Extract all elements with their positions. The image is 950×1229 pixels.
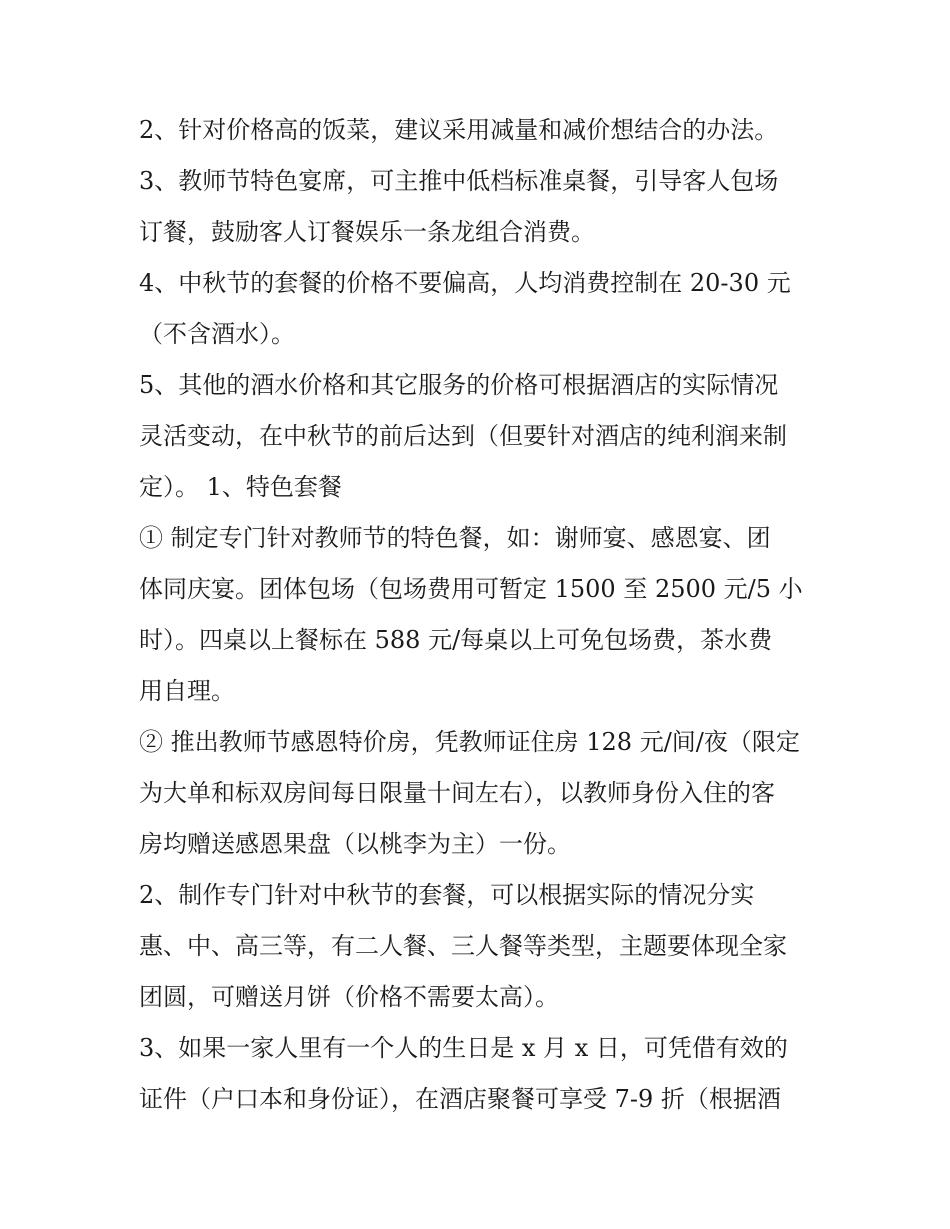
text-line: 惠、中、高三等，有二人餐、三人餐等类型，主题要体现全家 xyxy=(139,932,787,960)
text-line: 3、教师节特色宴席，可主推中低档标准桌餐，引导客人包场 xyxy=(139,167,779,195)
text-line: 4、中秋节的套餐的价格不要偏高，人均消费控制在 20-30 元 xyxy=(139,269,791,297)
text-line: 体同庆宴。团体包场（包场费用可暂定 1500 至 2500 元/5 小 xyxy=(139,575,803,603)
text-line: 证件（户口本和身份证），在酒店聚餐可享受 7-9 折（根据酒 xyxy=(139,1085,781,1113)
text-line: 5、其他的酒水价格和其它服务的价格可根据酒店的实际情况 xyxy=(139,371,779,399)
text-line: 3、如果一家人里有一个人的生日是 x 月 x 日，可凭借有效的 xyxy=(139,1034,788,1062)
text-line: 定）。 1、特色套餐 xyxy=(139,473,342,501)
text-line: 用自理。 xyxy=(139,677,235,705)
text-line: 团圆，可赠送月饼（价格不需要太高）。 xyxy=(139,983,559,1011)
text-line: 房均赠送感恩果盘（以桃李为主）一份。 xyxy=(139,830,571,858)
text-line: 订餐，鼓励客人订餐娱乐一条龙组合消费。 xyxy=(139,218,595,246)
text-line: 2、制作专门针对中秋节的套餐，可以根据实际的情况分实 xyxy=(139,881,755,909)
text-line: ② 推出教师节感恩特价房，凭教师证住房 128 元/间/夜（限定 xyxy=(139,728,800,756)
text-line: ① 制定专门针对教师节的特色餐，如：谢师宴、感恩宴、团 xyxy=(139,524,771,552)
text-line: （不含酒水）。 xyxy=(139,320,295,348)
text-line: 时）。四桌以上餐标在 588 元/每桌以上可免包场费，茶水费 xyxy=(139,626,773,654)
text-line: 灵活变动，在中秋节的前后达到（但要针对酒店的纯利润来制 xyxy=(139,422,787,450)
text-line: 2、针对价格高的饭菜，建议采用减量和减价想结合的办法。 xyxy=(139,116,779,144)
text-line: 为大单和标双房间每日限量十间左右），以教师身份入住的客 xyxy=(139,779,775,807)
